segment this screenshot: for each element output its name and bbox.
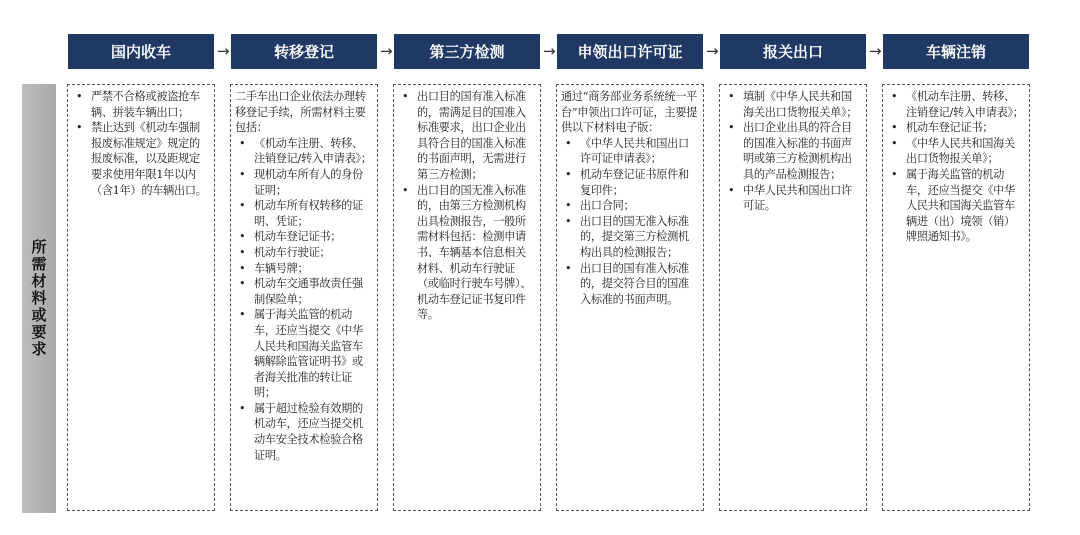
list-item: • 《机动车注册、转移、注销登记/转入申请表》； (906, 89, 1025, 120)
list-item: • 机动车行驶证； (254, 245, 373, 261)
list-item: • 机动车登记证书； (254, 229, 373, 245)
list-item: • 填制《中华人民共和国海关出口货物报关单》； (743, 89, 862, 120)
list-item: • 车辆号牌； (254, 261, 373, 277)
list-item: • 严禁不合格或被盗抢车辆、拼装车辆出口； (91, 89, 210, 120)
list-item: • 《机动车注册、转移、注销登记/转入申请表》； (254, 136, 373, 167)
list-item: • 机动车登记证书； (906, 120, 1025, 136)
stage-header-vehicle-deregistration: 车辆注销 (883, 34, 1029, 69)
stage-header-domestic-collection: 国内收车 (68, 34, 214, 69)
arrow-icon: → (869, 42, 882, 60)
side-label: 所需材料或要求 (22, 84, 56, 513)
requirements-column-customs-export (719, 84, 867, 511)
list-item: • 《中华人民共和国海关出口货物报关单》； (906, 136, 1025, 167)
list-item: • 出口目的国有准入标准的，提交符合目的国准入标准的书面声明。 (580, 261, 699, 308)
stage-header-third-party-testing: 第三方检测 (394, 34, 540, 69)
arrow-icon: → (706, 42, 719, 60)
list-item: • 出口目的国无准入标准的，提交第三方检测机构出具的检测报告； (580, 214, 699, 261)
arrow-icon: → (217, 42, 230, 60)
list-item: • 属于超过检验有效期的机动车，还应当提交机动车安全技术检验合格证明。 (254, 401, 373, 463)
list-item: • 机动车所有权转移的证明、凭证； (254, 198, 373, 229)
list-item: • 《中华人民共和国出口许可证申请表》； (580, 136, 699, 167)
column-intro: 通过“商务部业务系统统一平台”申领出口许可证，主要提供以下材料电子版： (561, 90, 698, 135)
list-item: • 出口目的国有准入标准的，需满足目的国准入标准要求，出口企业出具符合目的国准入标准的书面声明，无需进行第三方检测； (417, 89, 536, 183)
stage-header-customs-export: 报关出口 (720, 34, 866, 69)
stage-header-export-license: 申领出口许可证 (557, 34, 703, 69)
list-item: • 出口合同； (580, 198, 699, 214)
requirements-column-third-party-testing (393, 84, 541, 511)
list-item: • 属于海关监管的机动车，还应当提交《中华人民共和国海关监管车辆解除监管证明书》或者海关批准的转让证明； (254, 307, 373, 401)
stage-header-transfer-registration: 转移登记 (231, 34, 377, 69)
arrow-icon: → (543, 42, 556, 60)
list-item: • 现机动车所有人的身份证明； (254, 167, 373, 198)
list-item: • 出口目的国无准入标准的，由第三方检测机构出具检测报告，一般所需材料包括：检测申请书、车辆基本信息相关材料、机动车行驶证（或临时行驶车号牌）、机动车登记证书复印件等。 (417, 183, 536, 323)
list-item: • 出口企业出具的符合目的国准入标准的书面声明或第三方检测机构出具的产品检测报告； (743, 120, 862, 182)
requirements-column-transfer-registration (230, 84, 378, 511)
list-item: • 机动车登记证书原件和复印件； (580, 167, 699, 198)
column-intro: 二手车出口企业依法办理转移登记手续，所需材料主要包括： (235, 90, 366, 135)
requirements-column-export-license (556, 84, 704, 511)
arrow-icon: → (380, 42, 393, 60)
list-item: • 属于海关监管的机动车，还应当提交《中华人民共和国海关监管车辆进（出）境领（销）牌照通知书》。 (906, 167, 1025, 245)
requirements-column-domestic-collection (67, 84, 215, 511)
requirements-column-vehicle-deregistration (882, 84, 1030, 511)
list-item: • 机动车交通事故责任强制保险单； (254, 276, 373, 307)
list-item: • 中华人民共和国出口许可证。 (743, 183, 862, 214)
list-item: • 禁止达到《机动车强制报废标准规定》规定的报废标准，以及距规定要求使用年限1年以内（含1年）的车辆出口。 (91, 120, 210, 198)
